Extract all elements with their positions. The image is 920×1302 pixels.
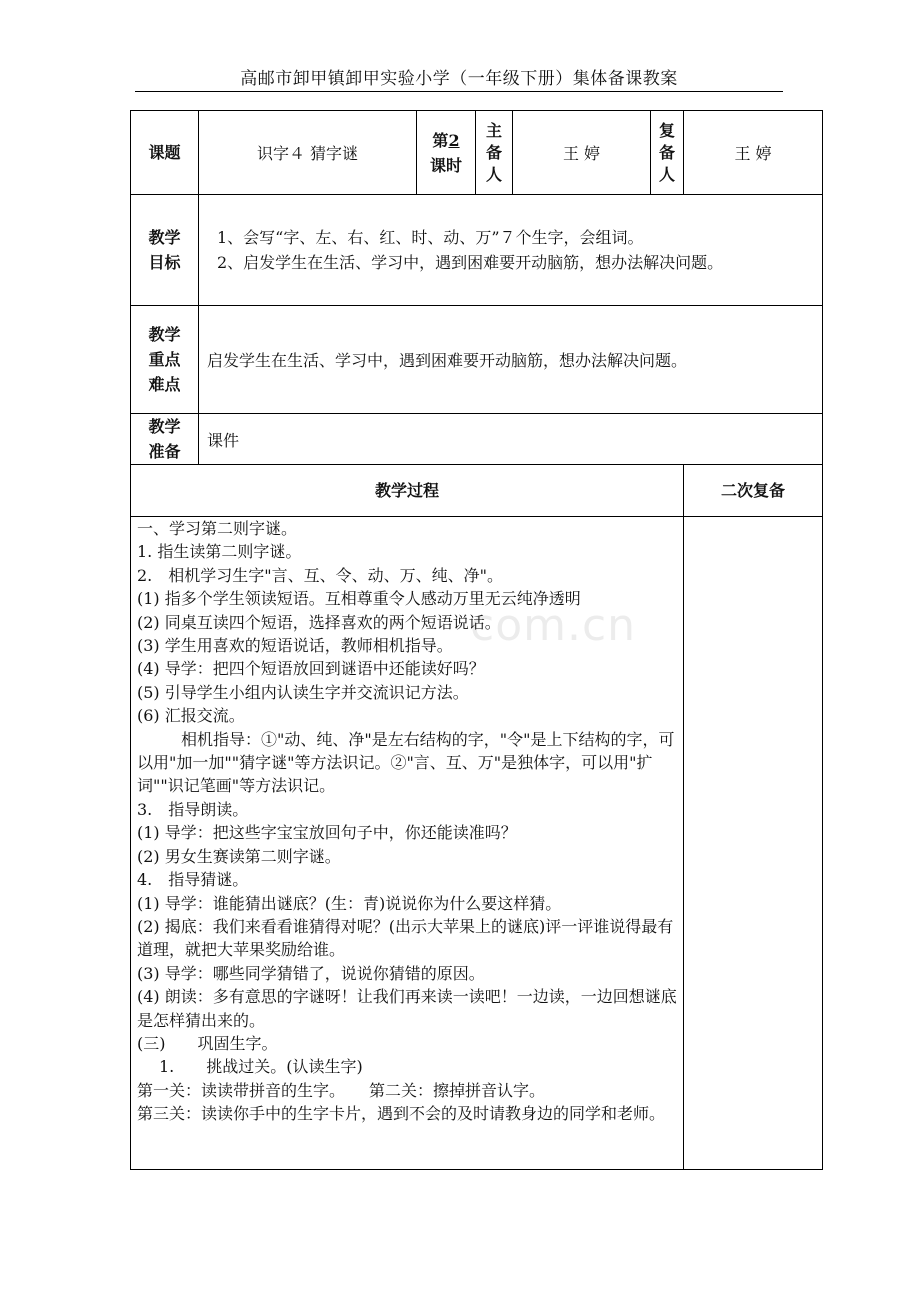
lesson-prefix: 第 [432,130,449,150]
preparation-label: 教学准备 [131,414,199,465]
process-line: (2) 揭底：我们来看看谁猜得对呢？(出示大苹果上的谜底)评一评谁说得最有道理，就把大苹果奖励给谁。 [137,916,674,960]
key-points-label: 教学重点难点 [131,306,199,414]
process-line: 4. 指导猜谜。 [137,870,249,890]
process-line: 1. 挑战过关。(认读生字) [159,1057,363,1077]
header-rule [135,91,783,92]
key-points-value: 启发学生在生活、学习中，遇到困难要开动脑筋，想办法解决问题。 [199,306,823,414]
key-points-row [131,306,823,414]
main-preparer-label: 主备人 [476,111,513,195]
process-line: 相机指导：①"动、纯、净"是左右结构的字，"令"是上下结构的字，可以用"加一加""猜字谜"等方法识记。②"言、互、万"是独体字，可以用"扩词""识记笔画"等方法识记。 [137,729,675,796]
document-header: 高邮市卸甲镇卸甲实验小学（一年级下册）集体备课教案 [240,69,678,89]
process-line: (3) 学生用喜欢的短语说话，教师相机指导。 [137,636,453,656]
revision-notes-cell [684,517,823,1170]
topic-row [131,111,823,195]
process-line: (5) 引导学生小组内认读生字并交流识记方法。 [137,682,469,702]
process-line: (4) 导学：把四个短语放回到谜语中还能读好吗？ [137,659,485,679]
process-line: 2. 相机学习生字"言、互、令、动、万、纯、净"。 [137,565,503,585]
lesson-suffix: 课时 [429,155,462,175]
process-line: (2) 男女生赛读第二则字谜。 [137,846,341,866]
goals-label: 教学目标 [131,195,199,306]
process-line: 1. 指生读第二则字谜。 [137,542,302,562]
goals-row [131,195,823,306]
goal-item: 2、启发学生在生活、学习中，遇到困难要开动脑筋，想办法解决问题。 [217,253,724,272]
process-line: (1) 导学：谁能猜出谜底？(生：青)说说你为什么要这样猜。 [137,893,562,913]
process-line: 第一关：读读带拼音的生字。 第二关：擦掉拼音认字。 [137,1080,546,1100]
lesson-number: 2 [448,130,460,150]
process-line: (1) 导学：把这些字宝宝放回句子中，你还能读准吗？ [137,823,517,843]
lesson-plan-table [130,110,823,1170]
topic-value: 识字４ 猜字谜 [199,111,417,195]
process-line: (3) 导学：哪些同学猜错了，说说你猜错的原因。 [137,963,485,983]
process-header: 教学过程 [131,465,684,517]
process-line: (1) 指多个学生领读短语。互相尊重令人感动万里无云纯净透明 [137,589,581,609]
lesson-number-cell [417,111,476,195]
process-content [131,517,684,1170]
process-row [131,517,823,1170]
revision-header: 二次复备 [684,465,823,517]
preparation-value: 课件 [199,414,823,465]
topic-label: 课题 [131,111,199,195]
process-line: 第三关：读读你手中的生字卡片，遇到不会的及时请教身边的同学和老师。 [137,1104,666,1124]
goal-item: 1、会写“字、左、右、红、时、动、万”７个生字，会组词。 [217,228,644,247]
process-line: 一、学习第二则字谜。 [137,519,298,538]
process-line: (2) 同桌互读四个短语，选择喜欢的两个短语说话。 [137,612,501,632]
watermark: com.cn [470,600,637,651]
co-preparer: 王 婷 [684,111,823,195]
co-preparer-label: 复备人 [651,111,684,195]
goals-content [199,195,823,306]
process-line: (6) 汇报交流。 [137,706,245,726]
preparation-row [131,414,823,465]
process-header-row [131,465,823,517]
process-line: 3. 指导朗读。 [137,799,249,819]
process-line: (三) 巩固生字。 [137,1033,278,1053]
main-preparer: 王 婷 [513,111,651,195]
process-line: (4) 朗读：多有意思的字谜呀！让我们再来读一读吧！一边读，一边回想谜底是怎样猜出来的。 [137,987,677,1030]
